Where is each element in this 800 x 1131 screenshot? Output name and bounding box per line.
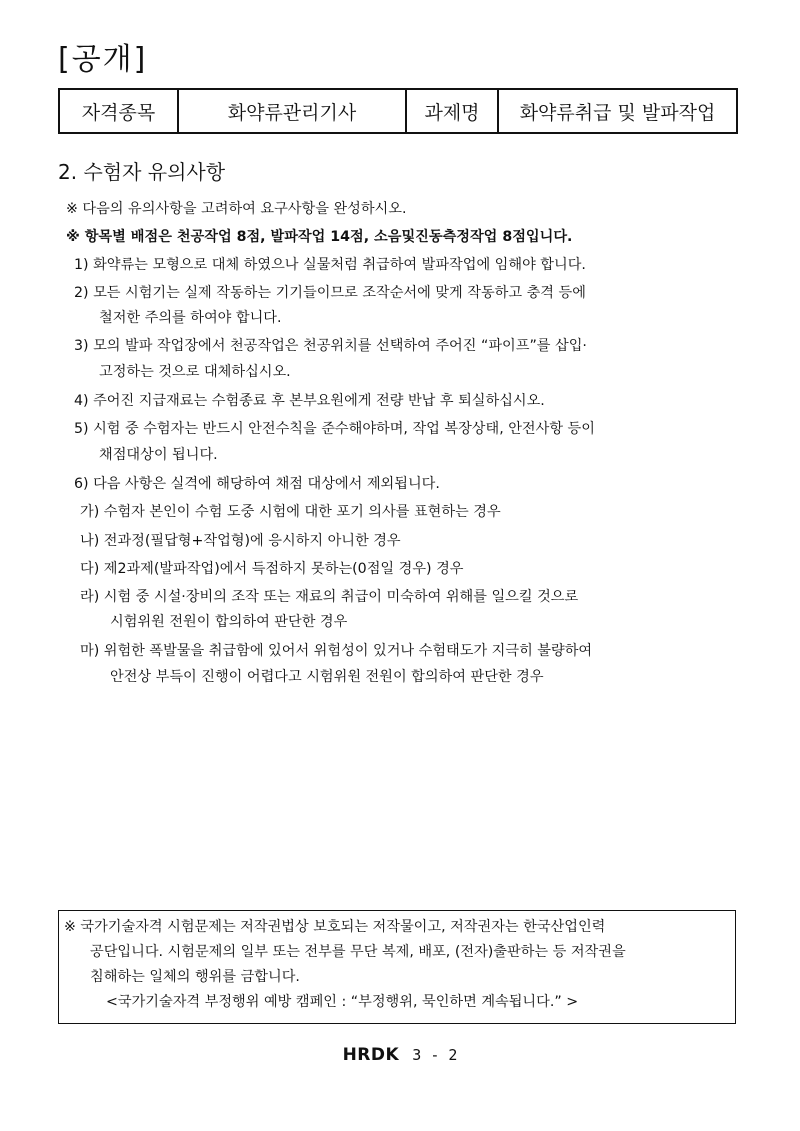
task-value: 화약류취급 및 발파작업 [498,89,737,133]
info-table-row [59,89,737,133]
copyright-notice-line: ※ 국가기술자격 시험문제는 저작권법상 보호되는 저작물이고, 저작권자는 한국산업인력 [64,919,606,935]
instruction-line: 안전상 부득이 진행이 어렵다고 시험위원 전원이 합의하여 판단한 경우 [110,669,544,685]
instruction-line: 5) 시험 중 수험자는 반드시 안전수칙을 준수해야하며, 작업 복장상태, 안전사항 등이 [74,421,595,437]
campaign-slogan: <국가기술자격 부정행위 예방 캠페인 : “부정행위, 묵인하면 계속됩니다.” > [106,994,579,1010]
instruction-line: 고정하는 것으로 대체하십시오. [99,364,291,380]
instruction-line: ※ 다음의 유의사항을 고려하여 요구사항을 완성하시오. [66,201,407,217]
instruction-line: 3) 모의 발파 작업장에서 천공작업은 천공위치를 선택하여 주어진 “파이프”를 삽입· [74,338,587,354]
instruction-line: 철저한 주의를 하여야 합니다. [99,310,282,326]
section-title: 2. 수험자 유의사항 [58,160,226,184]
instruction-line: ※ 항목별 배점은 천공작업 8점, 발파작업 14점, 소음및진동측정작업 8점입니다. [66,229,573,245]
instruction-line: 가) 수험자 본인이 수험 도중 시험에 대한 포기 의사를 표현하는 경우 [80,504,501,520]
page-footer [0,1045,800,1065]
instruction-line: 시험위원 전원이 합의하여 판단한 경우 [110,614,348,630]
task-label: 과제명 [406,89,498,133]
instruction-line: 1) 화약류는 모형으로 대체 하였으나 실물처럼 취급하여 발파작업에 임해야 합니다. [74,257,586,273]
instruction-line: 마) 위험한 폭발물을 취급함에 있어서 위험성이 있거나 수험태도가 지극히 불량하여 [80,643,593,659]
qualification-value: 화약류관리기사 [178,89,406,133]
page-number: 3 - 2 [412,1046,458,1064]
instruction-line: 채점대상이 됩니다. [99,447,218,463]
copyright-notice-line: 침해하는 일체의 행위를 금합니다. [90,969,300,985]
instruction-line: 6) 다음 사항은 실격에 해당하여 채점 대상에서 제외됩니다. [74,476,440,492]
public-tag: [공개] [58,42,148,77]
info-table [58,88,738,134]
instruction-line: 4) 주어진 지급재료는 수험종료 후 본부요원에게 전량 반납 후 퇴실하십시오. [74,393,545,409]
instruction-line: 라) 시험 중 시설·장비의 조작 또는 재료의 취급이 미숙하여 위해를 일으킬 것으로 [80,589,579,605]
instruction-line: 2) 모든 시험기는 실제 작동하는 기기들이므로 조작순서에 맞게 작동하고 충격 등에 [74,285,586,301]
instruction-line: 다) 제2과제(발파작업)에서 득점하지 못하는(0점일 경우) 경우 [80,561,464,577]
qualification-label: 자격종목 [59,89,178,133]
copyright-notice-line: 공단입니다. 시험문제의 일부 또는 전부를 무단 복제, 배포, (전자)출판하는 등 저작권을 [90,944,626,960]
instruction-line: 나) 전과정(필답형+작업형)에 응시하지 아니한 경우 [80,533,401,549]
hrdk-logo: HRDK [342,1045,400,1065]
